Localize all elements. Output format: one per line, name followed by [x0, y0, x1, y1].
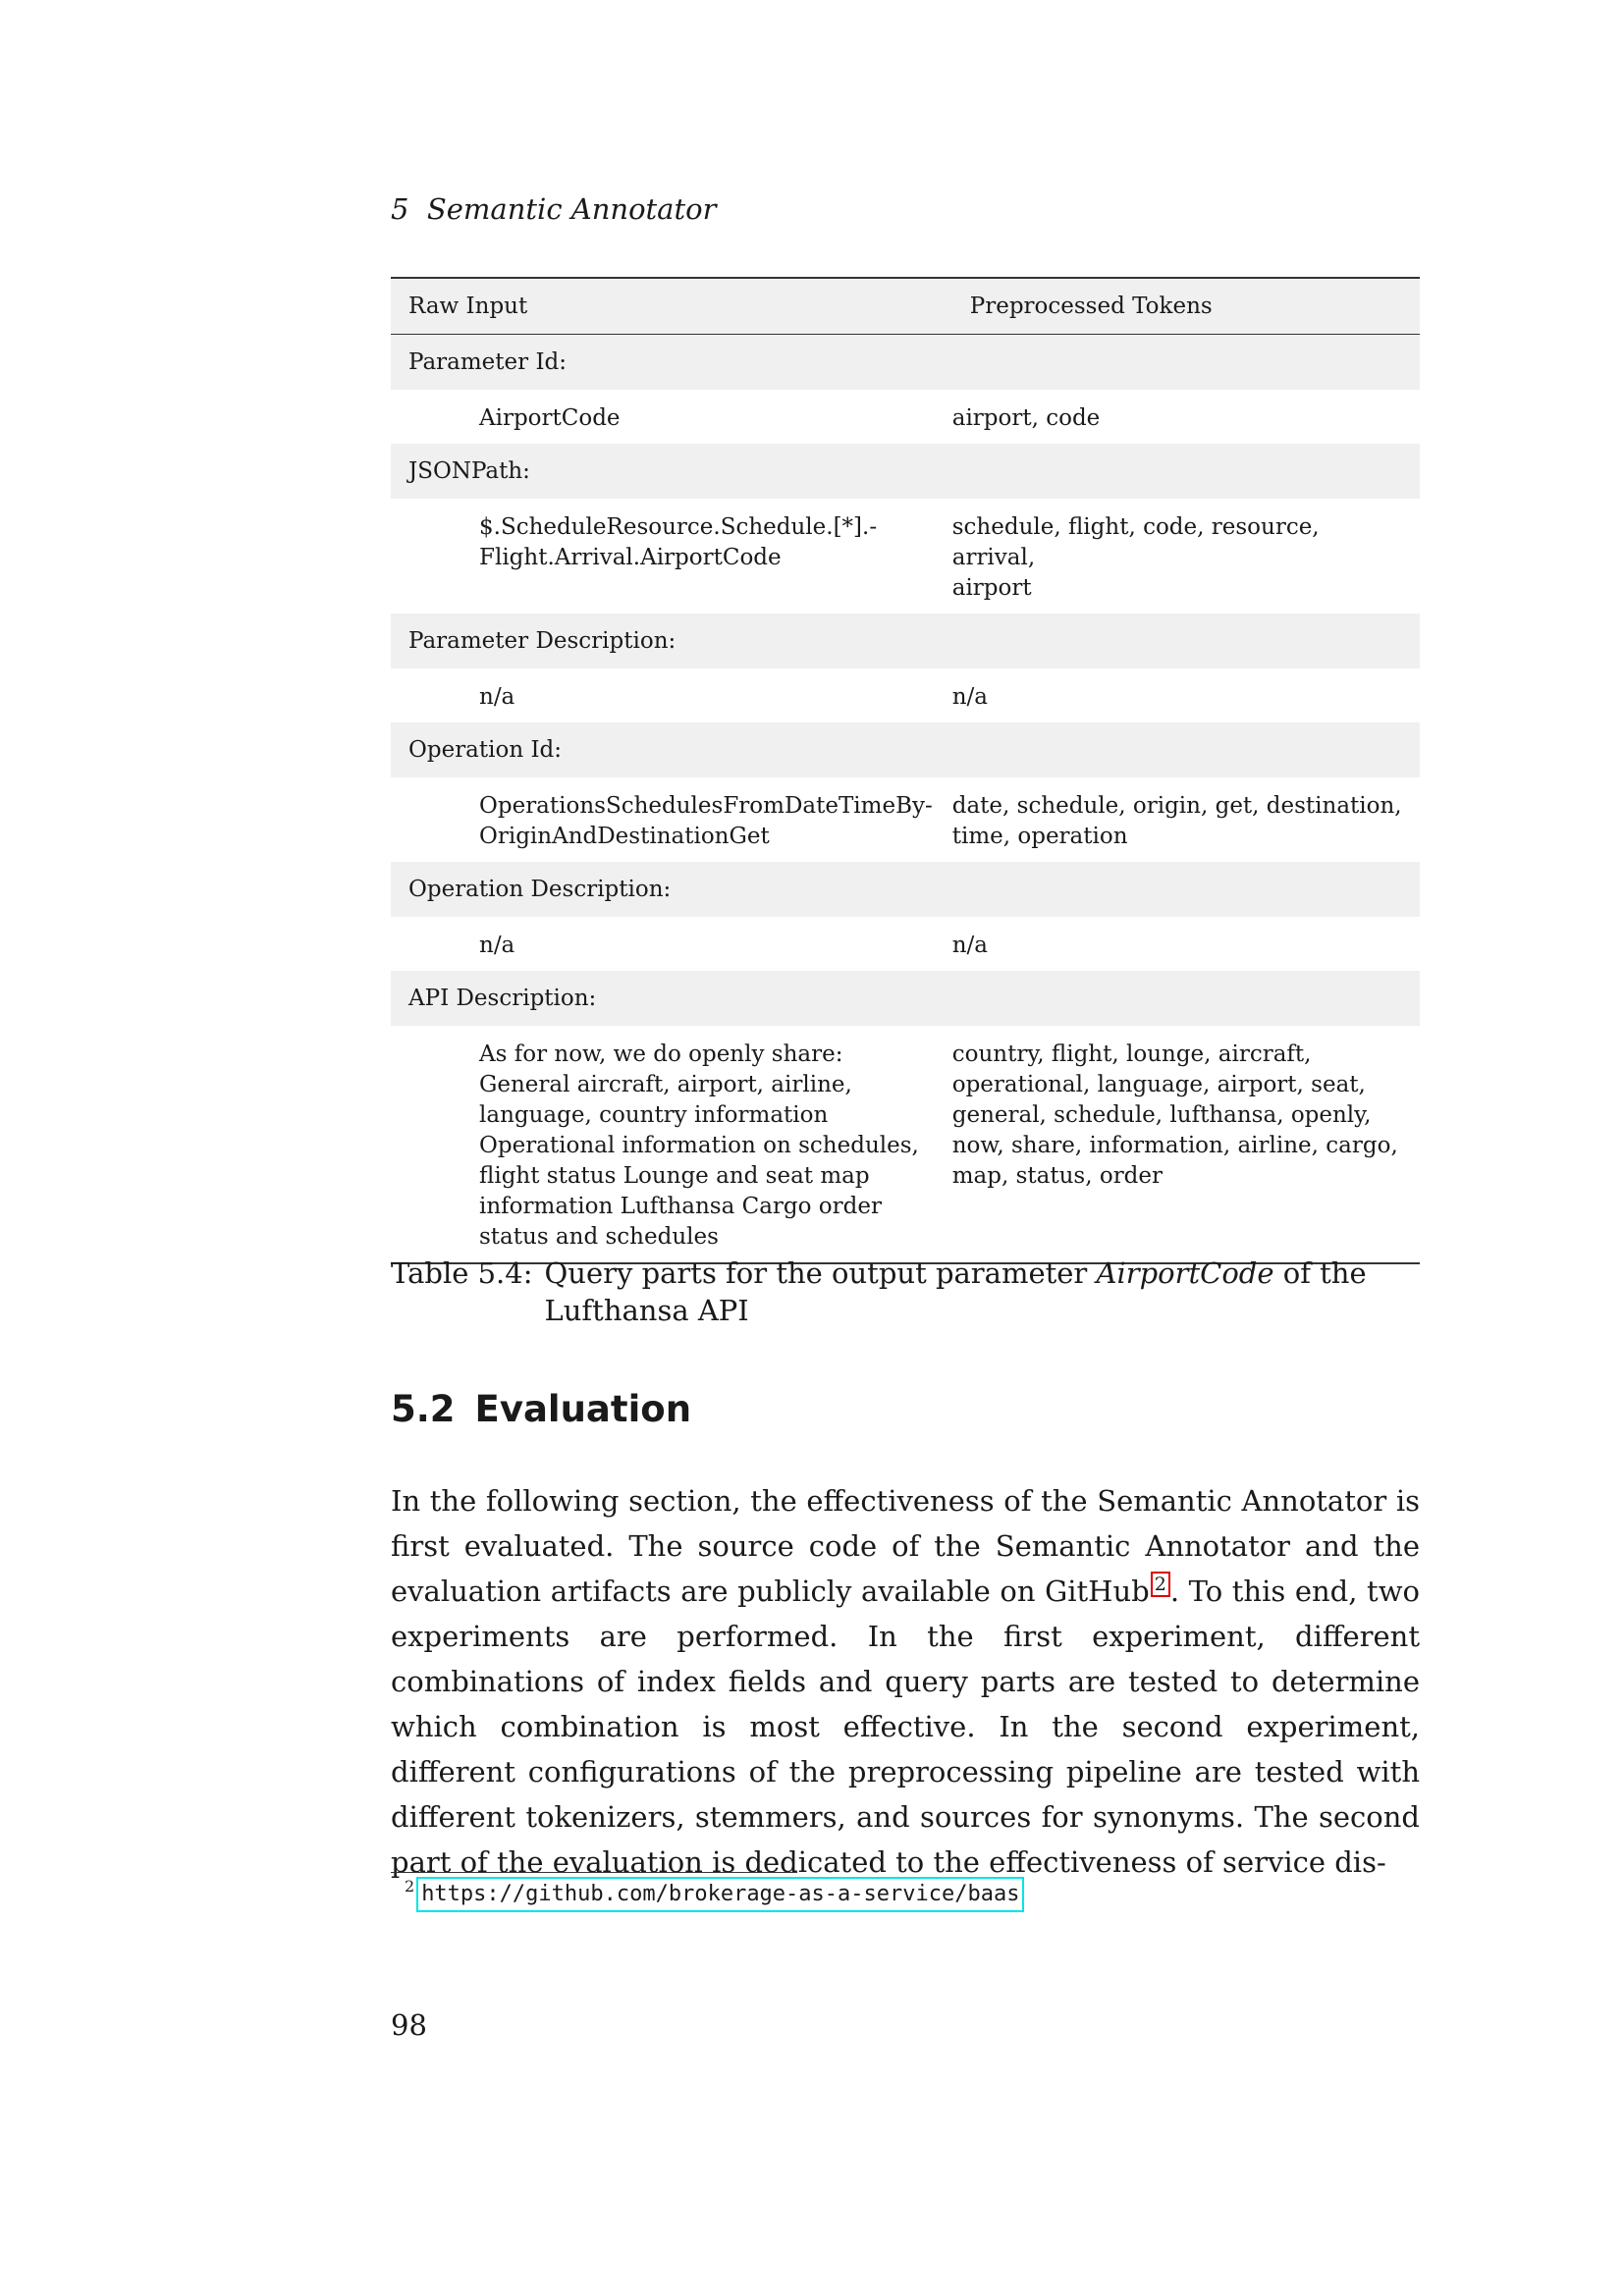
raw-input-cell: $.ScheduleResource.Schedule.[*].- Flight.Arrival.AirportCode — [479, 514, 878, 570]
header-preprocessed-tokens: Preprocessed Tokens — [952, 278, 1420, 335]
raw-input-cell: AirportCode — [479, 405, 621, 431]
group-label: Parameter Description: — [391, 614, 1420, 668]
tokens-cell: n/a — [951, 684, 989, 710]
footnote-rule — [391, 1872, 797, 1873]
table-row — [391, 1026, 1420, 1263]
footnote — [405, 1877, 1024, 1912]
section-heading — [391, 1388, 691, 1430]
chapter-title: Semantic Annotator — [426, 192, 717, 226]
group-label: JSONPath: — [391, 444, 1420, 499]
table-row — [391, 917, 1420, 971]
paragraph-text-before: In the following section, the effectiveness of the Semantic Annotator is first evaluated. The source code of the Semantic Annotator and the evaluation artifacts are publicly available on GitHub — [391, 1484, 1420, 1608]
header-raw-input: Raw Input — [391, 278, 952, 335]
caption-text-after: of the Lufthansa API — [544, 1256, 1367, 1327]
tokens-cell: schedule, flight, code, resource, arrival, airport — [951, 514, 1320, 601]
paragraph-text-after: . To this end, two experiments are performed. In the first experiment, different combinations of index fields and query parts are tested to determine which combination is most effective. In the second experiment, different configurations of the preprocessing pipeline are tested with different tokenizers, stemmers, and sources for synonyms. The second part of the evaluation is dedicated to the effectiveness of service dis- — [391, 1575, 1420, 1879]
table-group-row — [391, 971, 1420, 1026]
tokens-cell: airport, code — [951, 405, 1101, 431]
table-row — [391, 777, 1420, 862]
table-group-row — [391, 722, 1420, 777]
raw-input-cell: OperationsSchedulesFromDateTimeBy- OriginAndDestinationGet — [479, 793, 933, 849]
table-header-row — [391, 278, 1420, 335]
running-head — [391, 192, 716, 226]
group-label: Operation Description: — [391, 862, 1420, 917]
caption-text-before: Query parts for the output parameter — [544, 1256, 1088, 1290]
page-number: 98 — [391, 2008, 427, 2042]
group-label: Operation Id: — [391, 722, 1420, 777]
section-title: Evaluation — [474, 1388, 692, 1430]
table-group-row — [391, 862, 1420, 917]
caption-label: Table 5.4: — [391, 1256, 533, 1290]
group-label: API Description: — [391, 971, 1420, 1026]
raw-input-cell: n/a — [479, 684, 515, 710]
tokens-cell: date, schedule, origin, get, destination, time, operation — [951, 793, 1402, 849]
table-row — [391, 390, 1420, 444]
query-parts-table — [391, 277, 1420, 1264]
caption-text — [545, 1255, 1423, 1329]
table-body — [391, 335, 1420, 1264]
table-group-row — [391, 335, 1420, 391]
section-number: 5.2 — [391, 1388, 456, 1430]
tokens-cell: n/a — [951, 933, 989, 958]
table-caption — [391, 1255, 1422, 1329]
table-group-row — [391, 444, 1420, 499]
table-row — [391, 668, 1420, 722]
table-row — [391, 499, 1420, 614]
group-label: Parameter Id: — [391, 335, 1420, 391]
table-group-row — [391, 614, 1420, 668]
footnote-ref-link[interactable]: 2 — [1151, 1572, 1170, 1597]
body-paragraph — [391, 1478, 1420, 1885]
chapter-number: 5 — [391, 192, 409, 226]
footnote-url-link[interactable]: https://github.com/brokerage-as-a-service/baas — [416, 1877, 1024, 1912]
footnote-number: 2 — [405, 1877, 415, 1896]
raw-input-cell: As for now, we do openly share: General aircraft, airport, airline, language, country information Operational information on schedules, flight status Lounge and seat map information Lufthansa Cargo order status and schedules — [391, 1026, 952, 1263]
tokens-cell: country, flight, lounge, aircraft, operational, language, airport, seat, general, schedule, lufthansa, openly, now, share, information, airline, cargo, map, status, order — [952, 1026, 1420, 1263]
caption-emphasis: AirportCode — [1096, 1256, 1274, 1290]
raw-input-cell: n/a — [479, 933, 515, 958]
